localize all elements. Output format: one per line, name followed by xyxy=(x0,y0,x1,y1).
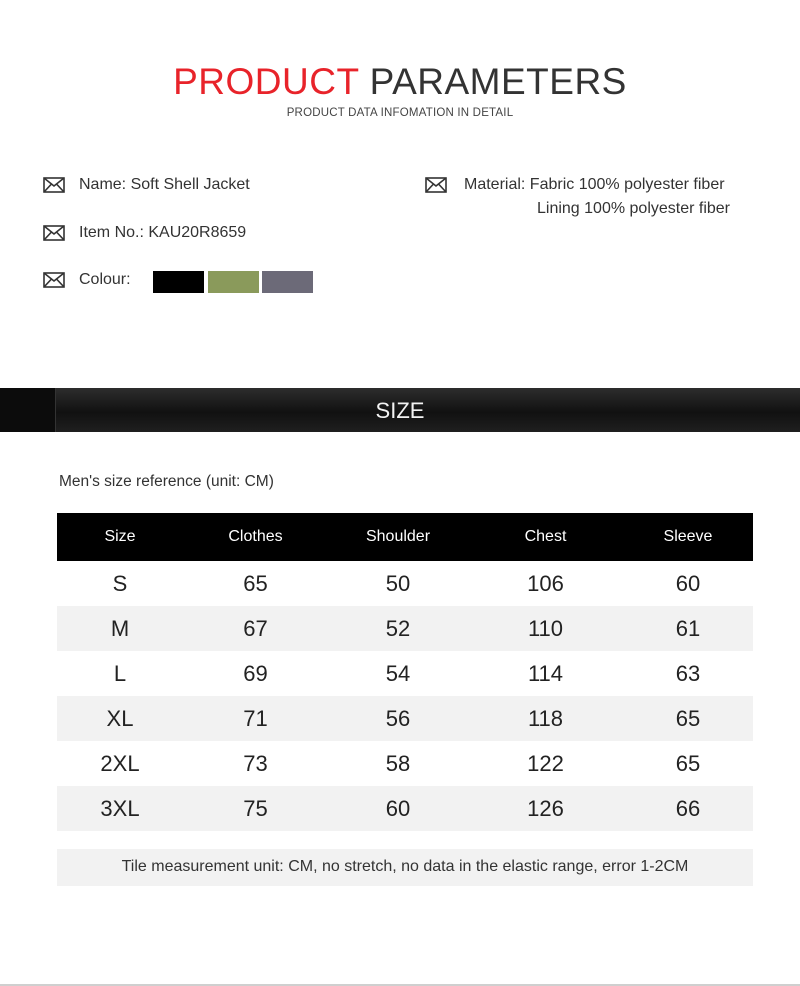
cell-size: 3XL xyxy=(57,786,183,831)
cell-size: M xyxy=(57,606,183,651)
param-item-no xyxy=(43,224,246,242)
page-title xyxy=(0,60,800,104)
cell-chest: 126 xyxy=(468,786,623,831)
measurement-note: Tile measurement unit: CM, no stretch, no data in the elastic range, error 1-2CM xyxy=(57,849,753,886)
param-item-no-text: Item No.: KAU20R8659 xyxy=(79,224,247,241)
cell-sleeve: 65 xyxy=(623,696,753,741)
cell-chest: 118 xyxy=(468,696,623,741)
param-material-line2: Lining 100% polyester fiber xyxy=(537,200,731,217)
param-material-line1: Material: Fabric 100% polyester fiber xyxy=(464,176,725,193)
cell-shoulder: 56 xyxy=(328,696,468,741)
size-table-caption: Men's size reference (unit: CM) xyxy=(59,473,274,490)
cell-sleeve: 65 xyxy=(675,750,701,776)
cell-sleeve: 61 xyxy=(623,606,753,651)
cell-shoulder: 54 xyxy=(385,660,411,686)
cell-clothes: 75 xyxy=(183,786,328,831)
table-row xyxy=(57,696,753,741)
cell-chest: 106 xyxy=(527,570,564,596)
cell-shoulder: 50 xyxy=(385,570,411,596)
page-title-parameters: PARAMETERS xyxy=(369,61,627,102)
header-shoulder: Shoulder xyxy=(328,513,468,561)
table-row xyxy=(57,561,753,606)
colour-swatch-black xyxy=(153,271,204,293)
envelope-icon xyxy=(43,272,65,288)
cell-shoulder: 58 xyxy=(385,750,411,776)
cell-size: 2XL xyxy=(100,750,140,776)
envelope-icon xyxy=(425,177,447,193)
size-section-title: SIZE xyxy=(375,398,425,423)
table-row xyxy=(57,786,753,831)
size-table xyxy=(57,513,753,831)
cell-clothes: 67 xyxy=(183,606,328,651)
size-table-header xyxy=(57,513,753,561)
cell-size: XL xyxy=(57,696,183,741)
cell-chest: 114 xyxy=(527,660,564,686)
cell-clothes: 65 xyxy=(243,570,268,596)
colour-swatch-grey xyxy=(262,271,313,293)
cell-shoulder: 52 xyxy=(328,606,468,651)
param-name-text: Name: Soft Shell Jacket xyxy=(79,176,250,193)
envelope-icon xyxy=(43,225,65,241)
cell-chest: 110 xyxy=(468,606,623,651)
size-section-bar xyxy=(0,388,800,432)
cell-clothes: 73 xyxy=(243,750,268,776)
cell-size: S xyxy=(112,570,128,596)
page-subtitle: PRODUCT DATA INFOMATION IN DETAIL xyxy=(286,107,514,119)
colour-swatch-green xyxy=(208,271,259,293)
table-row xyxy=(57,651,753,696)
cell-size: L xyxy=(113,660,127,686)
cell-sleeve: 66 xyxy=(623,786,753,831)
page-title-product: PRODUCT xyxy=(173,61,359,102)
cell-shoulder: 60 xyxy=(328,786,468,831)
envelope-icon xyxy=(43,177,65,193)
cell-sleeve: 60 xyxy=(675,570,701,596)
cell-chest: 122 xyxy=(527,750,564,776)
header-sleeve: Sleeve xyxy=(623,513,753,561)
table-row xyxy=(57,606,753,651)
header-size: Size xyxy=(57,513,183,561)
cell-clothes: 69 xyxy=(243,660,268,686)
header-chest: Chest xyxy=(468,513,623,561)
param-material xyxy=(425,176,725,194)
table-row xyxy=(57,741,753,786)
header-clothes: Clothes xyxy=(183,513,328,561)
param-colour xyxy=(43,271,131,289)
cell-clothes: 71 xyxy=(183,696,328,741)
param-name xyxy=(43,176,250,194)
cell-sleeve: 63 xyxy=(675,660,701,686)
param-colour-label: Colour: xyxy=(79,271,131,288)
